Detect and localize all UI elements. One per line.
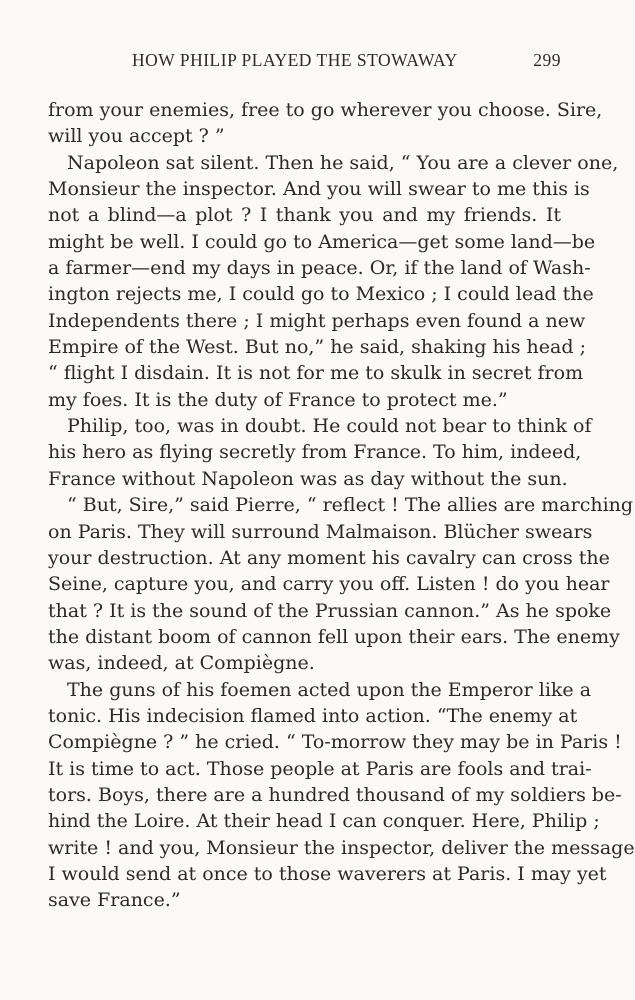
text-line: Compiègne ? ” he cried. “ To-morrow they may be in Paris ! <box>48 731 622 754</box>
text-line: might be well. I could go to America—get some land—be <box>48 230 596 253</box>
text-line: a farmer—end my days in peace. Or, if the land of Wash- <box>48 257 591 280</box>
text-line: save France.” <box>48 889 181 912</box>
text-line: his hero as flying secretly from France. To him, indeed, <box>48 441 582 464</box>
text-line: Philip, too, was in doubt. He could not bear to think of <box>67 415 592 438</box>
text-line: It is time to act. Those people at Paris are fools and trai- <box>48 757 592 780</box>
text-line: tors. Boys, there are a hundred thousand of my soldiers be- <box>48 783 622 806</box>
paragraph <box>48 677 635 914</box>
text-line: ington rejects me, I could go to Mexico ; I could lead the <box>48 283 594 306</box>
text-line: The guns of his foemen acted upon the Emperor like a <box>67 678 592 701</box>
paragraph <box>48 150 619 413</box>
text-line: the distant boom of cannon fell upon their ears. The enemy <box>48 625 620 648</box>
text-line: tonic. His indecision flamed into action. “The enemy at <box>48 704 578 727</box>
text-line: write ! and you, Monsieur the inspector, deliver the message <box>48 836 635 859</box>
text-line: Seine, capture you, and carry you off. Listen ! do you hear <box>48 573 610 596</box>
body-text <box>48 97 635 914</box>
paragraph <box>48 413 592 492</box>
text-line: on Paris. They will surround Malmaison. Blücher swears <box>48 520 593 543</box>
paragraph <box>48 492 634 676</box>
running-head: HOW PHILIP PLAYED THE STOWAWAY <box>132 50 458 70</box>
text-line: “ flight I disdain. It is not for me to skulk in secret from <box>48 362 584 385</box>
text-line: Monsieur the inspector. And you will swear to me this is <box>48 178 590 201</box>
text-line: that ? It is the sound of the Prussian cannon.” As he spoke <box>48 599 612 622</box>
text-line: was, indeed, at Compiègne. <box>48 652 315 675</box>
text-line: France without Napoleon was as day without the sun. <box>48 467 568 490</box>
text-line: I would send at once to those waverers at Paris. I may yet <box>48 862 607 885</box>
paragraph <box>48 97 603 150</box>
text-line: from your enemies, free to go wherever you choose. Sire, <box>48 99 603 121</box>
page-header <box>48 50 561 78</box>
book-page <box>48 50 635 950</box>
text-line: hind the Loire. At their head I can conquer. Here, Philip ; <box>48 810 600 833</box>
text-line: “ But, Sire,” said Pierre, “ reflect ! The allies are marching <box>67 494 634 517</box>
page-number: 299 <box>533 50 561 70</box>
text-line: my foes. It is the duty of France to protect me.” <box>48 388 508 411</box>
text-line: Napoleon sat silent. Then he said, “ You are a clever one, <box>67 151 619 174</box>
text-line: Empire of the West. But no,” he said, shaking his head ; <box>48 336 586 359</box>
text-line: will you accept ? ” <box>48 125 225 148</box>
text-line: your destruction. At any moment his cavalry can cross the <box>48 546 610 569</box>
text-line: not a blind—a plot ? I thank you and my friends. It <box>48 204 561 227</box>
text-line: Independents there ; I might perhaps even found a new <box>48 309 586 332</box>
